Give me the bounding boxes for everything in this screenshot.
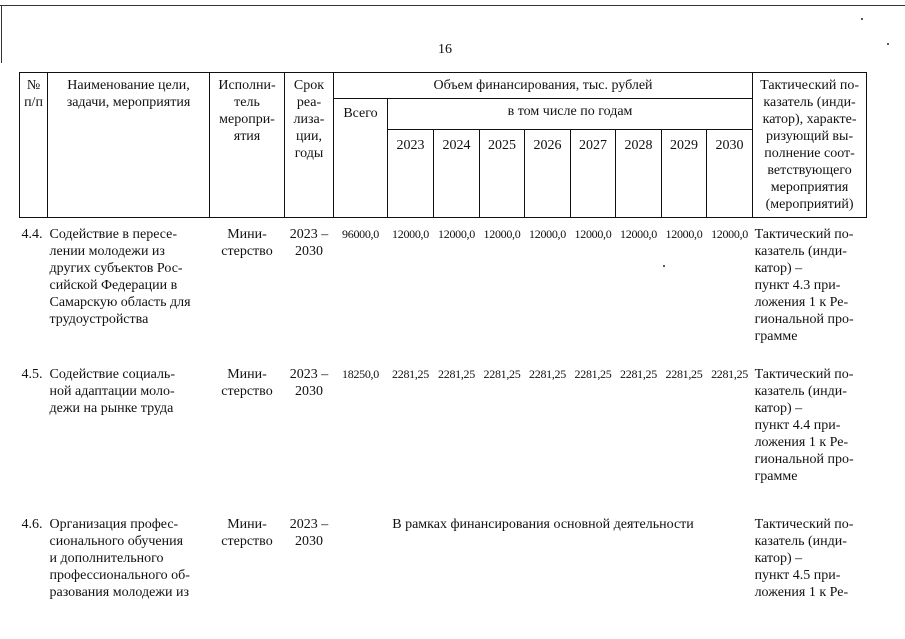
activity-name: Организация профес- сионального обучения и дополнительного профессионального об- разования молодежи из [49, 517, 190, 600]
header-financing: Объем финансирования, тыс. рублей [334, 73, 753, 99]
header-executor: Исполни- тель меропри- ятия [210, 73, 285, 218]
indicator: Тактический по- казатель (инди- катор) – пункт 4.5 при- ложения 1 к Ре- [754, 517, 854, 600]
amount-2026: 12000,0 [529, 227, 566, 241]
scan-edge-left [1, 5, 2, 63]
header-year-2023: 2023 [388, 130, 434, 218]
header-num: № п/п [20, 73, 48, 218]
amount-2029: 12000,0 [665, 227, 703, 241]
amount-2025: 2281,25 [483, 367, 521, 381]
term: 2023 – 2030 [289, 227, 329, 259]
scan-edge-top [0, 5, 905, 6]
table-row [20, 356, 867, 506]
header-total: Всего [334, 99, 388, 218]
scan-speck [861, 18, 863, 20]
scan-speck [887, 43, 889, 45]
amount-2026: 2281,25 [529, 367, 566, 381]
header-year-2024: 2024 [434, 130, 480, 218]
header-year-2030: 2030 [707, 130, 753, 218]
amount-2029: 2281,25 [665, 367, 703, 381]
amount-2023: 12000,0 [392, 227, 429, 241]
total-amount: 18250,0 [342, 367, 379, 381]
row-number: 4.4. [21, 227, 43, 242]
header-year-2028: 2028 [616, 130, 662, 218]
amount-2024: 2281,25 [438, 367, 475, 381]
term: 2023 – 2030 [289, 367, 329, 399]
amount-2027: 12000,0 [574, 227, 612, 241]
amount-2025: 12000,0 [483, 227, 521, 241]
amount-2030: 2281,25 [711, 367, 748, 381]
table-row [20, 218, 867, 357]
indicator: Тактический по- казатель (инди- катор) – пункт 4.3 при- ложения 1 к Ре- гиональной про- грамме [754, 227, 854, 344]
executor: Мини- стерство [221, 227, 273, 259]
activity-name: Содействие социаль- ной адаптации моло- дежи на рынке труда [49, 367, 175, 416]
financing-note: В рамках финансирования основной деятельности [392, 517, 694, 532]
header-by-years: в том числе по годам [388, 99, 753, 130]
amount-2027: 2281,25 [574, 367, 612, 381]
amount-2028: 2281,25 [620, 367, 657, 381]
total-amount: 96000,0 [342, 227, 379, 241]
term: 2023 – 2030 [289, 517, 329, 549]
header-year-2025: 2025 [480, 130, 525, 218]
page-number: 16 [438, 42, 452, 57]
activities-table [19, 72, 867, 601]
amount-2024: 12000,0 [438, 227, 475, 241]
executor: Мини- стерство [221, 367, 273, 399]
header-year-2026: 2026 [525, 130, 571, 218]
amount-2023: 2281,25 [392, 367, 429, 381]
header-name: Наименование цели, задачи, мероприятия [48, 73, 210, 218]
header-indicator: Тактический по- казатель (инди- катор), характе- ризующий вы- полнение соот- ветствующего мероприятия (мероприятий) [753, 73, 867, 218]
activity-name: Содействие в пересе- лении молодежи из других субъектов Рос- сийской Федерации в Самарскую область для трудоустройства [49, 227, 191, 327]
table-row [20, 506, 867, 601]
row-number: 4.6. [21, 517, 43, 532]
amount-2030: 12000,0 [711, 227, 748, 241]
header-term: Срок реа- лиза- ции, годы [285, 73, 334, 218]
header-year-2029: 2029 [662, 130, 707, 218]
executor: Мини- стерство [221, 517, 273, 549]
table-header [20, 73, 867, 218]
row-number: 4.5. [21, 367, 43, 382]
indicator: Тактический по- казатель (инди- катор) – пункт 4.4 при- ложения 1 к Ре- гиональной про- грамме [754, 367, 854, 484]
header-year-2027: 2027 [571, 130, 616, 218]
amount-2028: 12000,0 [620, 227, 657, 241]
